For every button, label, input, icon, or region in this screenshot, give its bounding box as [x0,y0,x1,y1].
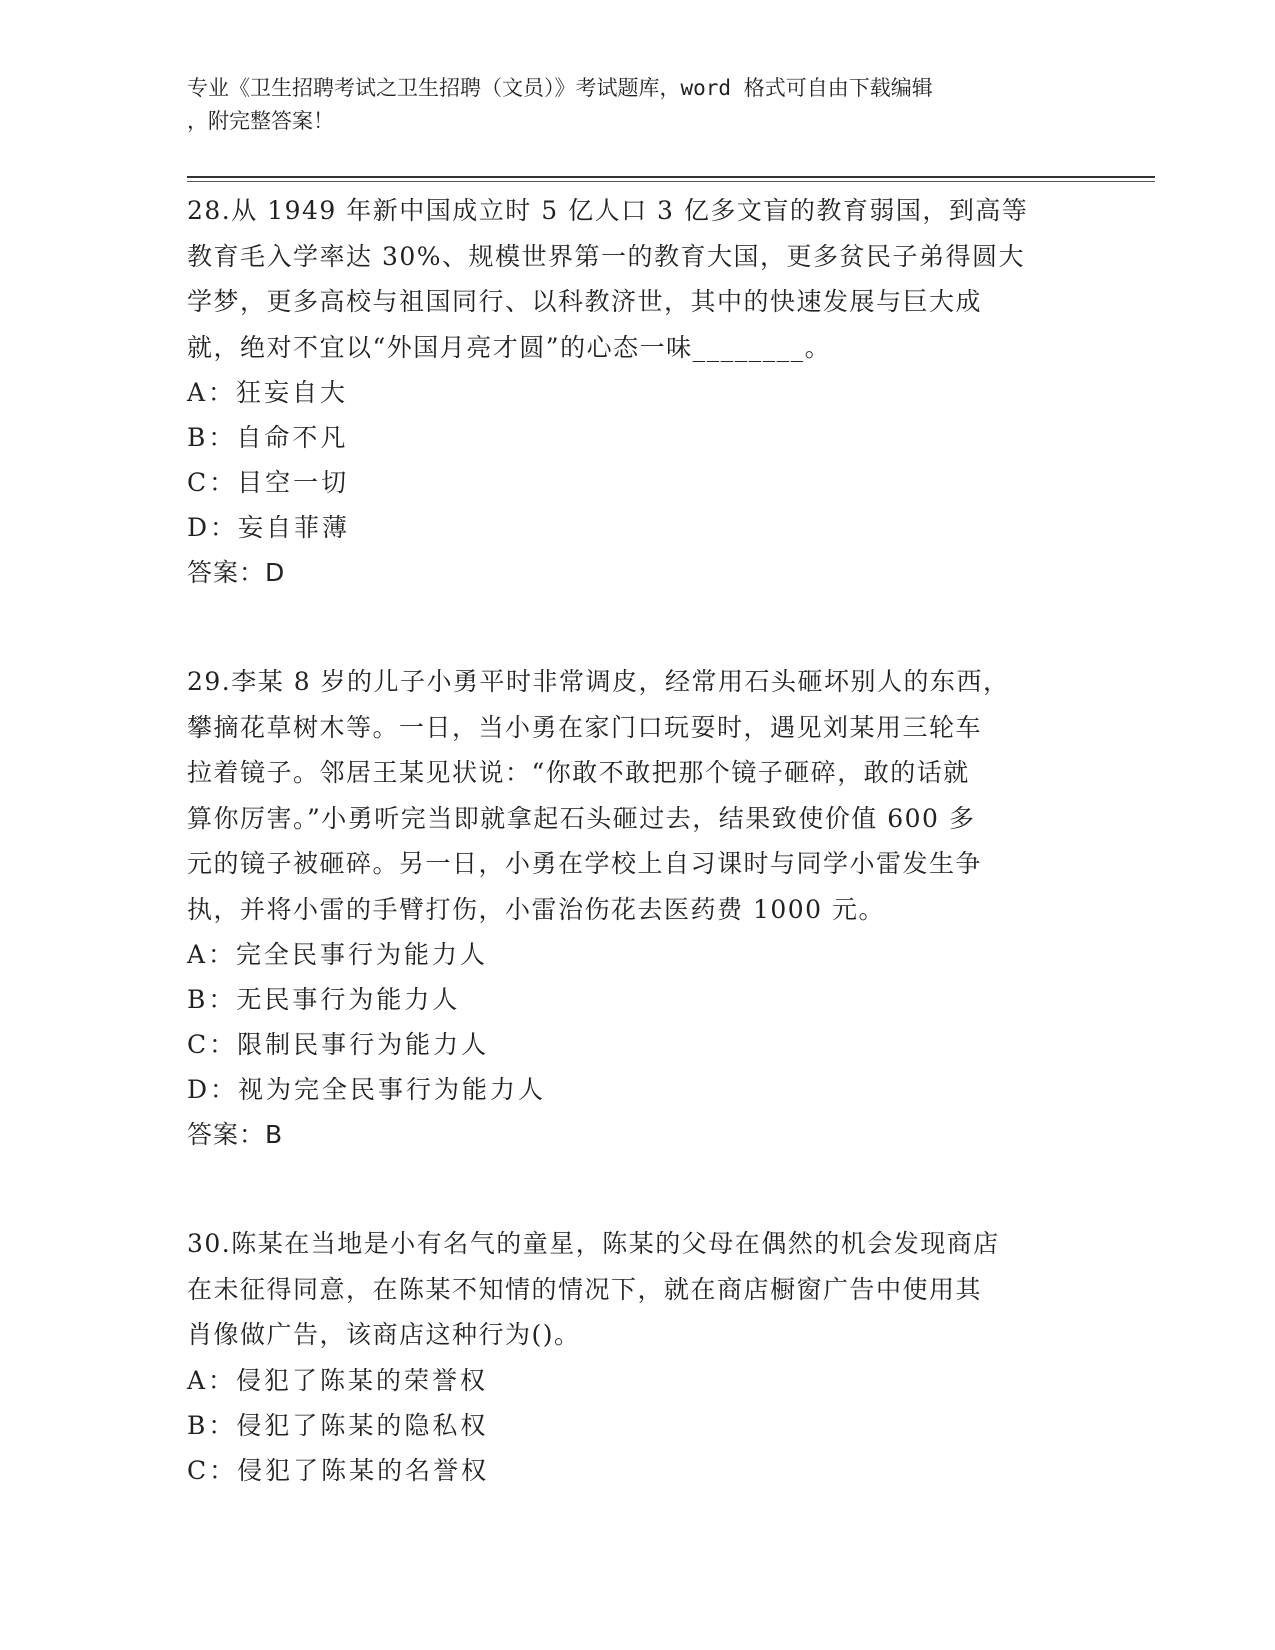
question-text-line: 在未征得同意，在陈某不知情的情况下，就在商店橱窗广告中使用其 [187,1274,983,1304]
option-a: A：侵犯了陈某的荣誉权 [187,1365,489,1395]
option-c: C：目空一切 [187,468,350,497]
question-text-line: 拉着镜子。邻居王某见状说：“你敢不敢把那个镜子砸碎，敢的话就 [187,758,970,787]
question-text-line: 元的镜子被砸碎。另一日，小勇在学校上自习课时与同学小雷发生争 [187,849,983,878]
header-line-2: ，附完整答案！ [187,109,334,133]
spacer [187,595,1087,659]
header-divider-thick [187,176,1155,178]
question-text-line: 攀摘花草树木等。一日，当小勇在家门口玩耍时，遇见刘某用三轮车 [187,712,983,742]
option-c: C：侵犯了陈某的名誉权 [187,1455,490,1485]
question-text-line: 就，绝对不宜以“外国月亮才圆”的心态一味________。 [187,332,832,362]
spacer [187,1157,1087,1221]
question-29 [187,659,1087,1157]
question-text-line: 教育毛入学率达 30%、规模世界第一的教育大国，更多贫民子弟得圆大 [187,241,1026,271]
answer-line: 答案：B [187,1120,284,1149]
question-text-line: 学梦，更多高校与祖国同行、以科教济世，其中的快速发展与巨大成 [187,287,983,316]
option-a: A：狂妄自大 [187,378,349,407]
option-c: C：限制民事行为能力人 [187,1030,490,1059]
question-text-line: 28.从 1949 年新中国成立时 5 亿人口 3 亿多文盲的教育弱国，到高等 [187,196,1029,225]
option-b: B：侵犯了陈某的隐私权 [187,1410,489,1440]
header-divider-thin [187,181,1155,182]
question-text-line: 30.陈某在当地是小有名气的童星，陈某的父母在偶然的机会发现商店 [187,1229,1000,1258]
question-text-line: 29.李某 8 岁的儿子小勇平时非常调皮，经常用石头砸坏别人的东西， [187,667,1010,696]
question-28 [187,188,1087,595]
question-text-line: 执，并将小雷的手臂打伤，小雷治伤花去医药费 1000 元。 [187,894,886,924]
question-list [187,188,1087,1493]
question-text-line: 算你厉害。”小勇听完当即就拿起石头砸过去，结果致使价值 600 多 [187,803,976,833]
page-header [187,72,1087,138]
option-b: B：无民事行为能力人 [187,985,461,1014]
option-d: D：视为完全民事行为能力人 [187,1075,547,1104]
question-30 [187,1221,1087,1493]
question-text-line: 肖像做广告，该商店这种行为()。 [187,1320,581,1349]
answer-line: 答案：D [187,558,286,587]
option-a: A：完全民事行为能力人 [187,940,489,969]
option-b: B：自命不凡 [187,423,349,452]
header-line-1: 专业《卫生招聘考试之卫生招聘（文员）》考试题库，word 格式可自由下载编辑 [187,76,933,100]
option-d: D：妄自菲薄 [187,513,351,542]
